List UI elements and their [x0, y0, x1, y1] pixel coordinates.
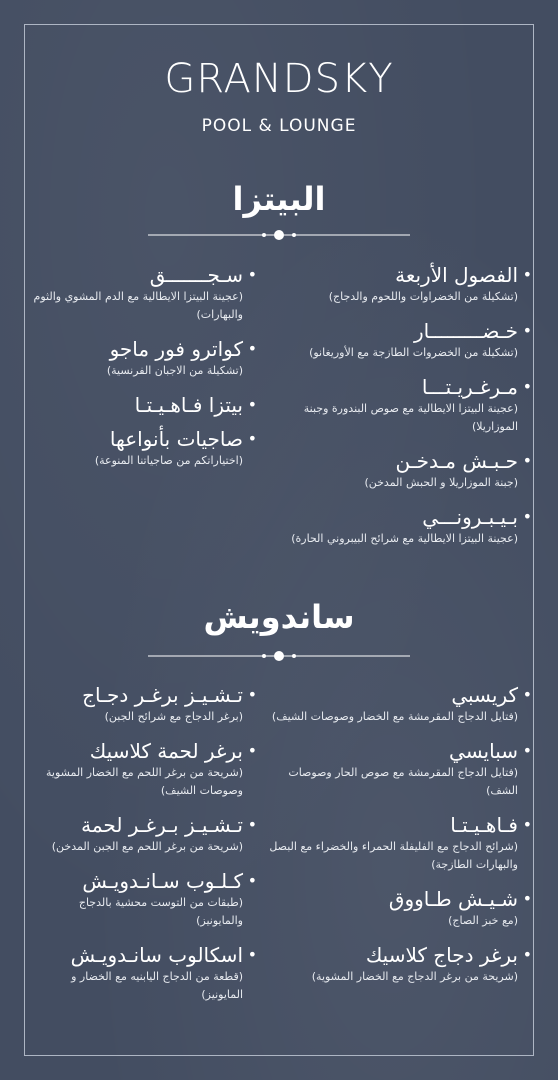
menu-item: [256, 374, 518, 436]
item-description: (طبقات من التوست محشية بالدجاج والمايونيز): [78, 896, 243, 927]
item-name: • فـاهـيـتـا: [256, 812, 518, 838]
item-description: (تشكيلة من الاجبان الفرنسية): [106, 364, 243, 377]
item-name: • كريسبي: [256, 682, 518, 708]
menu-item: [31, 682, 243, 726]
item-description: (عجينة البيتزا الايطالية مع صوص البندورة وجبنة الموزاريلا): [303, 402, 518, 433]
menu-item: [31, 812, 243, 856]
item-description: (قطعة من الدجاج اليابنيه مع الخضار و المايونيز): [71, 970, 243, 1001]
menu-item: [256, 812, 518, 874]
menu-item: [31, 942, 243, 1004]
item-name: • خـضـــــــــار: [256, 318, 518, 344]
brand-logo: GRANDSKY: [164, 56, 394, 102]
item-description: (عجينة البيتزا الايطالية مع الدم المشوي والثوم والبهارات): [33, 290, 243, 321]
item-name: • بيتزا فـاهـيـتـا: [31, 392, 243, 418]
item-description: (شريحة من برغر اللحم مع الجبن المدخن): [51, 840, 243, 853]
item-name: • تـشـيـز بـرغـر لحمة: [31, 812, 243, 838]
item-description: (تشكيلة من الخضراوات واللحوم والدجاج): [328, 290, 518, 303]
item-name: • سبايسي: [256, 738, 518, 764]
pizza-left-column: [31, 262, 243, 482]
item-name: • سـجـــــــق: [31, 262, 243, 288]
item-description: (عجينة البيتزا الايطالية مع شرائح البيبروني الحارة): [291, 532, 518, 545]
menu-item: [256, 682, 518, 726]
item-description: (برغر الدجاج مع شرائح الجبن): [104, 710, 243, 723]
item-description: (تشكيلة من الخضروات الطازجة مع الأوريغانو): [309, 346, 518, 359]
item-description: (فتايل الدجاج المقرمشة مع الخضار وصوصات الشيف): [271, 710, 518, 723]
item-name: • بـيـبـرونـــي: [256, 504, 518, 530]
item-name: • كـلـوب سـانـدويـش: [31, 868, 243, 894]
item-name: • برغر لحمة كلاسيك: [31, 738, 243, 764]
pizza-divider: [148, 229, 410, 241]
item-name: • كواترو فور ماجو: [31, 336, 243, 362]
sandwich-left-column: [31, 682, 243, 1016]
item-description: (فتايل الدجاج المقرمشة مع صوص الحار وصوصات الشف): [288, 766, 518, 797]
menu-item: [256, 318, 518, 362]
menu-item: [31, 738, 243, 800]
item-name: • تـشـيـز برغـر دجـاج: [31, 682, 243, 708]
item-description: (شرائح الدجاج مع الفليفلة الحمراء والخضراء مع البصل والبهارات الطازجة): [269, 840, 518, 871]
menu-item: [31, 262, 243, 324]
item-description: (اختياراتكم من صاجياتنا المنوعة): [94, 454, 243, 467]
menu-item: [256, 504, 518, 548]
menu-item: [256, 448, 518, 492]
item-description: (شريحة من برغر اللحم مع الخضار المشوية وصوصات الشيف): [46, 766, 243, 797]
brand-subtitle: POOL & LOUNGE: [201, 116, 357, 136]
item-name: • حـبـش مـدخـن: [256, 448, 518, 474]
item-name: • مـرغـريـتـــا: [256, 374, 518, 400]
item-description: (شريحة من برغر الدجاج مع الخضار المشوية): [311, 970, 518, 983]
menu-item: [31, 868, 243, 930]
menu-item: [31, 426, 243, 470]
menu-item: [256, 942, 518, 986]
item-name: • برغر دجاج كلاسيك: [256, 942, 518, 968]
item-name: • صاجيات بأنواعها: [31, 426, 243, 452]
item-name: • شـيـش طـاووق: [256, 886, 518, 912]
pizza-section-title: البيتزا: [232, 180, 326, 218]
sandwich-right-column: [256, 682, 518, 998]
item-name: • اسكالوب سانـدويـش: [31, 942, 243, 968]
sandwich-section-title: ساندويش: [203, 598, 355, 636]
menu-item: [256, 262, 518, 306]
item-description: (مع خبز الصاج): [448, 914, 518, 927]
pizza-right-column: [256, 262, 518, 560]
menu-item: [256, 886, 518, 930]
item-description: (جبنة الموزاريلا و الحبش المدخن): [364, 476, 518, 489]
menu-item: [31, 392, 243, 418]
menu-item: [31, 336, 243, 380]
sandwich-divider: [148, 650, 410, 662]
menu-item: [256, 738, 518, 800]
item-name: • الفصول الأربعة: [256, 262, 518, 288]
